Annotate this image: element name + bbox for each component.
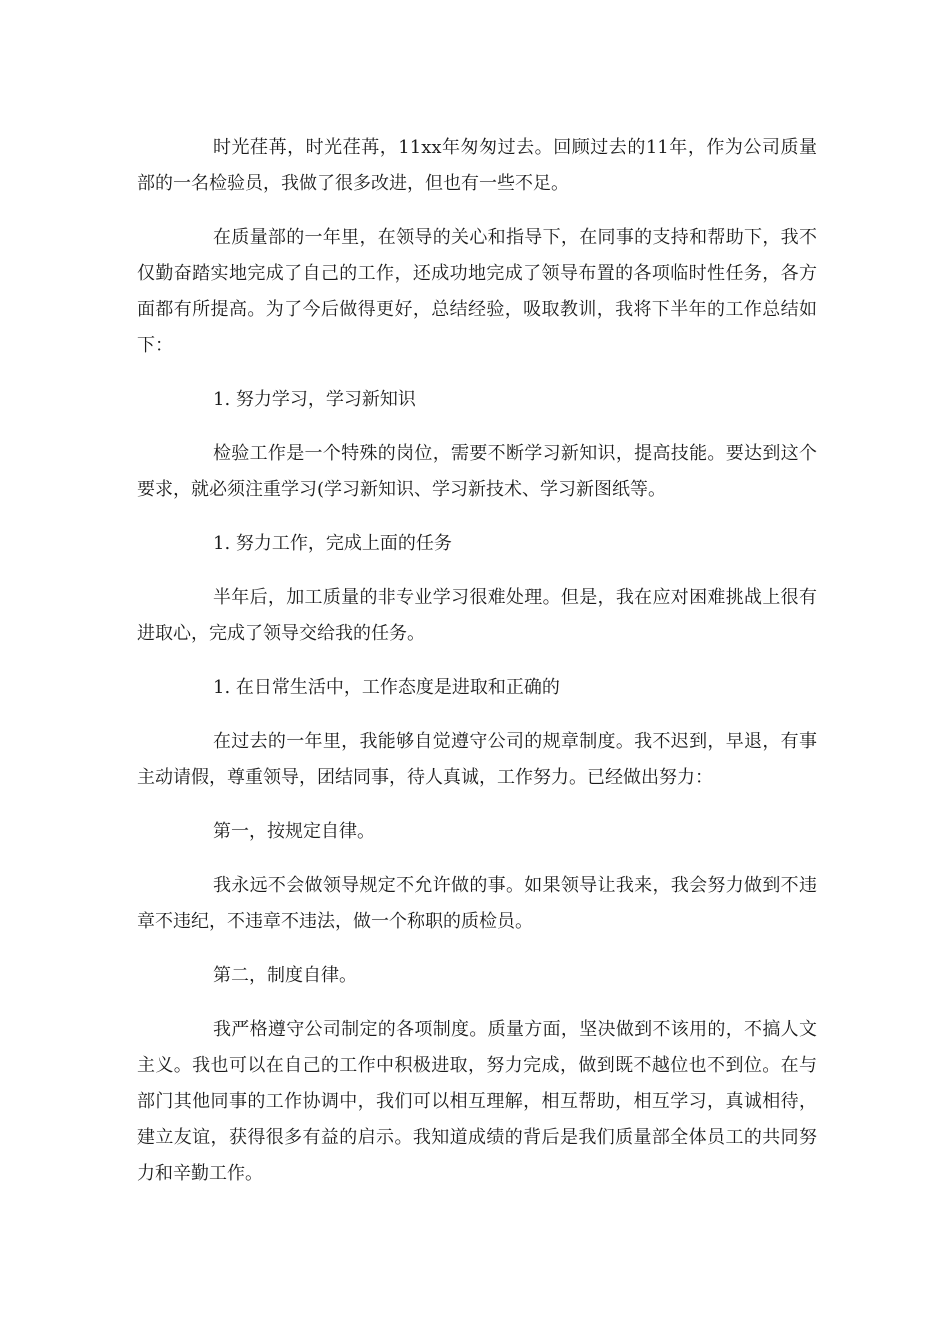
attitude-paragraph: 在过去的一年里，我能够自觉遵守公司的规章制度。我不迟到，早退，有事主动请假，尊重领导，团结同事，待人真诚，工作努力。已经做出努力： xyxy=(137,731,817,788)
point-one-heading: 第一，按规定自律。 xyxy=(213,821,375,842)
point-one-paragraph: 我永远不会做领导规定不允许做的事。如果领导让我来，我会努力做到不违章不违纪，不违章不违法，做一个称职的质检员。 xyxy=(137,875,817,932)
study-paragraph: 检验工作是一个特殊的岗位，需要不断学习新知识，提高技能。要达到这个要求，就必须注重学习(学习新知识、学习新技术、学习新图纸等。 xyxy=(137,443,817,500)
point-two-heading: 第二，制度自律。 xyxy=(213,965,357,986)
document-body xyxy=(137,130,817,1210)
overview-paragraph: 在质量部的一年里，在领导的关心和指导下，在同事的支持和帮助下，我不仅勤奋踏实地完成了自己的工作，还成功地完成了领导布置的各项临时性任务，各方面都有所提高。为了今后做得更好，总结经验，吸取教训，我将下半年的工作总结如下： xyxy=(137,227,817,356)
section-heading-work: 1. 努力工作，完成上面的任务 xyxy=(213,533,452,554)
work-paragraph: 半年后，加工质量的非专业学习很难处理。但是，我在应对困难挑战上很有进取心，完成了领导交给我的任务。 xyxy=(137,587,817,644)
intro-paragraph: 时光荏苒，时光荏苒，11xx年匆匆过去。回顾过去的11年，作为公司质量部的一名检验员，我做了很多改进，但也有一些不足。 xyxy=(137,137,817,194)
point-two-paragraph: 我严格遵守公司制定的各项制度。质量方面，坚决做到不该用的，不搞人文主义。我也可以在自己的工作中积极进取，努力完成，做到既不越位也不到位。在与部门其他同事的工作协调中，我们可以相互理解，相互帮助，相互学习，真诚相待，建立友谊，获得很多有益的启示。我知道成绩的背后是我们质量部全体员工的共同努力和辛勤工作。 xyxy=(137,1019,817,1184)
section-heading-attitude: 1. 在日常生活中，工作态度是进取和正确的 xyxy=(213,677,560,698)
section-heading-study: 1. 努力学习，学习新知识 xyxy=(213,389,416,410)
